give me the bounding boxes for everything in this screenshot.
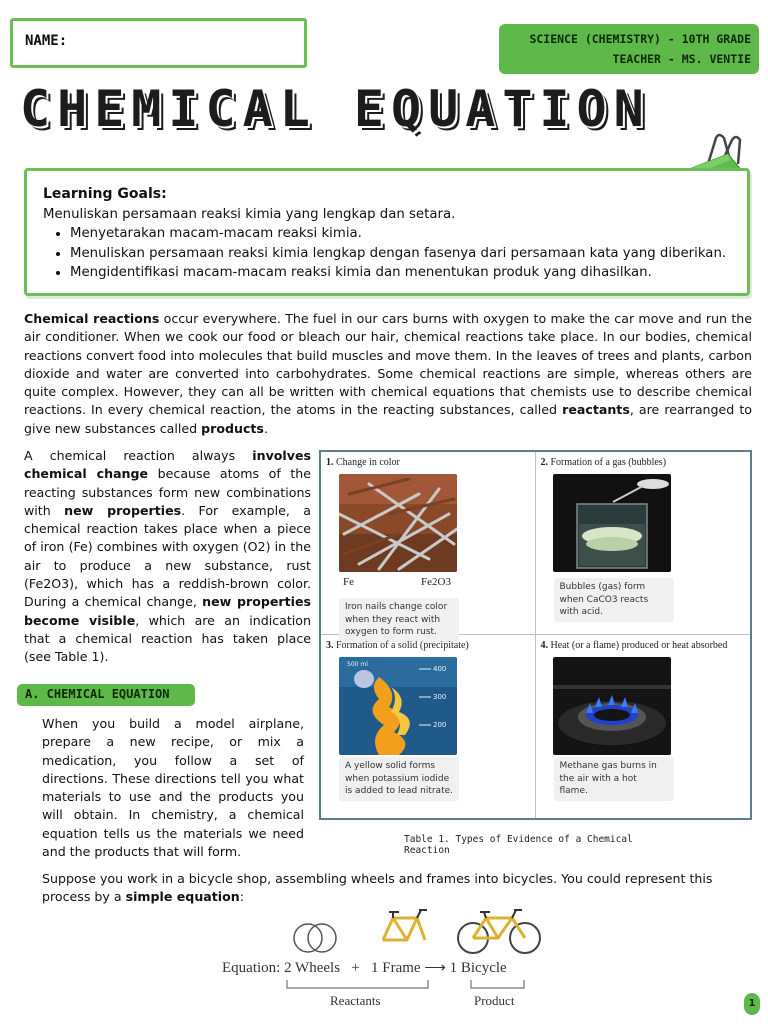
equation-frame: 1 Frame (371, 960, 421, 976)
cell-caption: Bubbles (gas) form when CaCO3 reacts with acid. (554, 578, 674, 622)
table-cell-gas-formation (536, 452, 751, 635)
intro-paragraph: Chemical reactions occur everywhere. The fuel in our cars burns with oxygen to make the car move and run the air conditioner. When we cook our food or bleach our hair, chemical reactions take place. In our bodies, chemical reactions convert food into molecules that build muscles and move them. In the leaves of trees and plants, carbon dioxide and water are converted into carbohydrates. Some chemical reactions are simple, whereas others are quite complex. However, they can all be written with chemical equations that chemists use to describe chemical reactions. In every chemical reaction, the atoms in the reacting substances, called reactants, are rearranged to give new substances called products. (24, 311, 752, 436)
reactants-label: Reactants (330, 993, 381, 1008)
name-field-box (10, 18, 307, 68)
table-cell-precipitate (321, 635, 536, 818)
chemical-change-paragraph: A chemical reaction always involves chemical change because atoms of the reacting substances form new combinations with new properties. For example, a chemical reaction takes place when a piece of iron (Fe) combines with oxygen (O2) in the air to produce a new substance, rust (Fe2O3), which has a reddish-brown color. During a chemical change, new properties become visible, which are an indication that a chemical reaction has taken place (see Table 1). (24, 448, 312, 665)
equation-brackets (286, 980, 536, 992)
section-a-heading: A. CHEMICAL EQUATION (17, 684, 195, 706)
cell-title: 2. Formation of a gas (bubbles) (540, 457, 667, 468)
name-label: NAME: (25, 33, 68, 49)
learning-goal-item: • Menyetarakan macam-macam reaksi kimia. (70, 224, 731, 244)
equation-line (222, 958, 507, 977)
learning-goals-list (70, 224, 731, 283)
evidence-table (319, 450, 752, 820)
two-wheels-icon (292, 920, 342, 956)
learning-goal-item: • Menuliskan persamaan reaksi kimia lengkap dengan fasenya dari persamaan kata yang diberikan. (70, 244, 731, 264)
cell-title: 3. Formation of a solid (precipitate) (326, 640, 469, 651)
beaker-mark-label: 200 (433, 721, 447, 729)
equation-bicycle: 1 Bicycle (449, 960, 507, 976)
cell-caption: Methane gas burns in the air with a hot flame. (554, 757, 674, 801)
learning-goals-intro: Menuliskan persamaan reaksi kimia yang lengkap dan setara. (43, 206, 456, 222)
section-a-paragraph: When you build a model airplane, prepare a new recipe, or mix a medication, you follow a set of directions. These directions tell you what materials to use and the products you will obtain. In chemistry, a chemical equation tells us the materials we need and the products that will form. (42, 716, 304, 860)
table-caption: Table 1. Types of Evidence of a Chemical Reaction (404, 834, 633, 856)
learning-goals-heading: Learning Goals: (43, 186, 167, 202)
beaker-mark-label: 300 (433, 693, 447, 701)
product-label: Product (474, 993, 515, 1008)
bicycle-paragraph: Suppose you work in a bicycle shop, assembling wheels and frames into bicycles. You could represent this process by a simple equation: (42, 871, 713, 905)
course-info-tag (499, 24, 759, 74)
beaker-mark-label: 400 (433, 665, 447, 673)
rust-label: Fe2O3 (421, 576, 451, 588)
yellow-precipitate-image (339, 657, 457, 755)
table-cell-heat (536, 635, 751, 818)
learning-goal-item: • Mengidentifikasi macam-macam reaksi kimia dan menentukan produk yang dihasilkan. (70, 263, 731, 283)
equation-prefix: Equation: (222, 960, 285, 976)
rusty-nails-image (339, 474, 457, 572)
cell-title: 1. Change in color (326, 457, 400, 468)
learning-goals-box (24, 168, 750, 296)
page-title: CHEMICAL EQUATION (20, 80, 651, 138)
cell-title: 4. Heat (or a flame) produced or heat absorbed (540, 640, 728, 651)
bicycle-icon (456, 906, 542, 956)
gas-burner-flame-image (553, 657, 671, 755)
beaker-mark-label: 500 ml (347, 661, 368, 668)
equation-plus: + (351, 960, 360, 976)
equation-arrow: ⟶ (424, 960, 446, 976)
subject-line: SCIENCE (CHEMISTRY) - 10TH GRADE (529, 32, 751, 46)
iron-label: Fe (343, 576, 354, 588)
bubbling-beaker-image (553, 474, 671, 572)
equation-wheels: 2 Wheels (284, 960, 341, 976)
bike-frame-icon (373, 906, 435, 948)
bicycle-equation (218, 900, 548, 1012)
table-cell-color-change (321, 452, 536, 635)
cell-caption: A yellow solid forms when potassium iodide is added to lead nitrate. (339, 757, 459, 801)
teacher-line: TEACHER - MS. VENTIE (612, 52, 751, 66)
page-number-badge: 1 (744, 993, 760, 1015)
cell-caption: Iron nails change color when they react with oxygen to form rust. (339, 598, 459, 642)
